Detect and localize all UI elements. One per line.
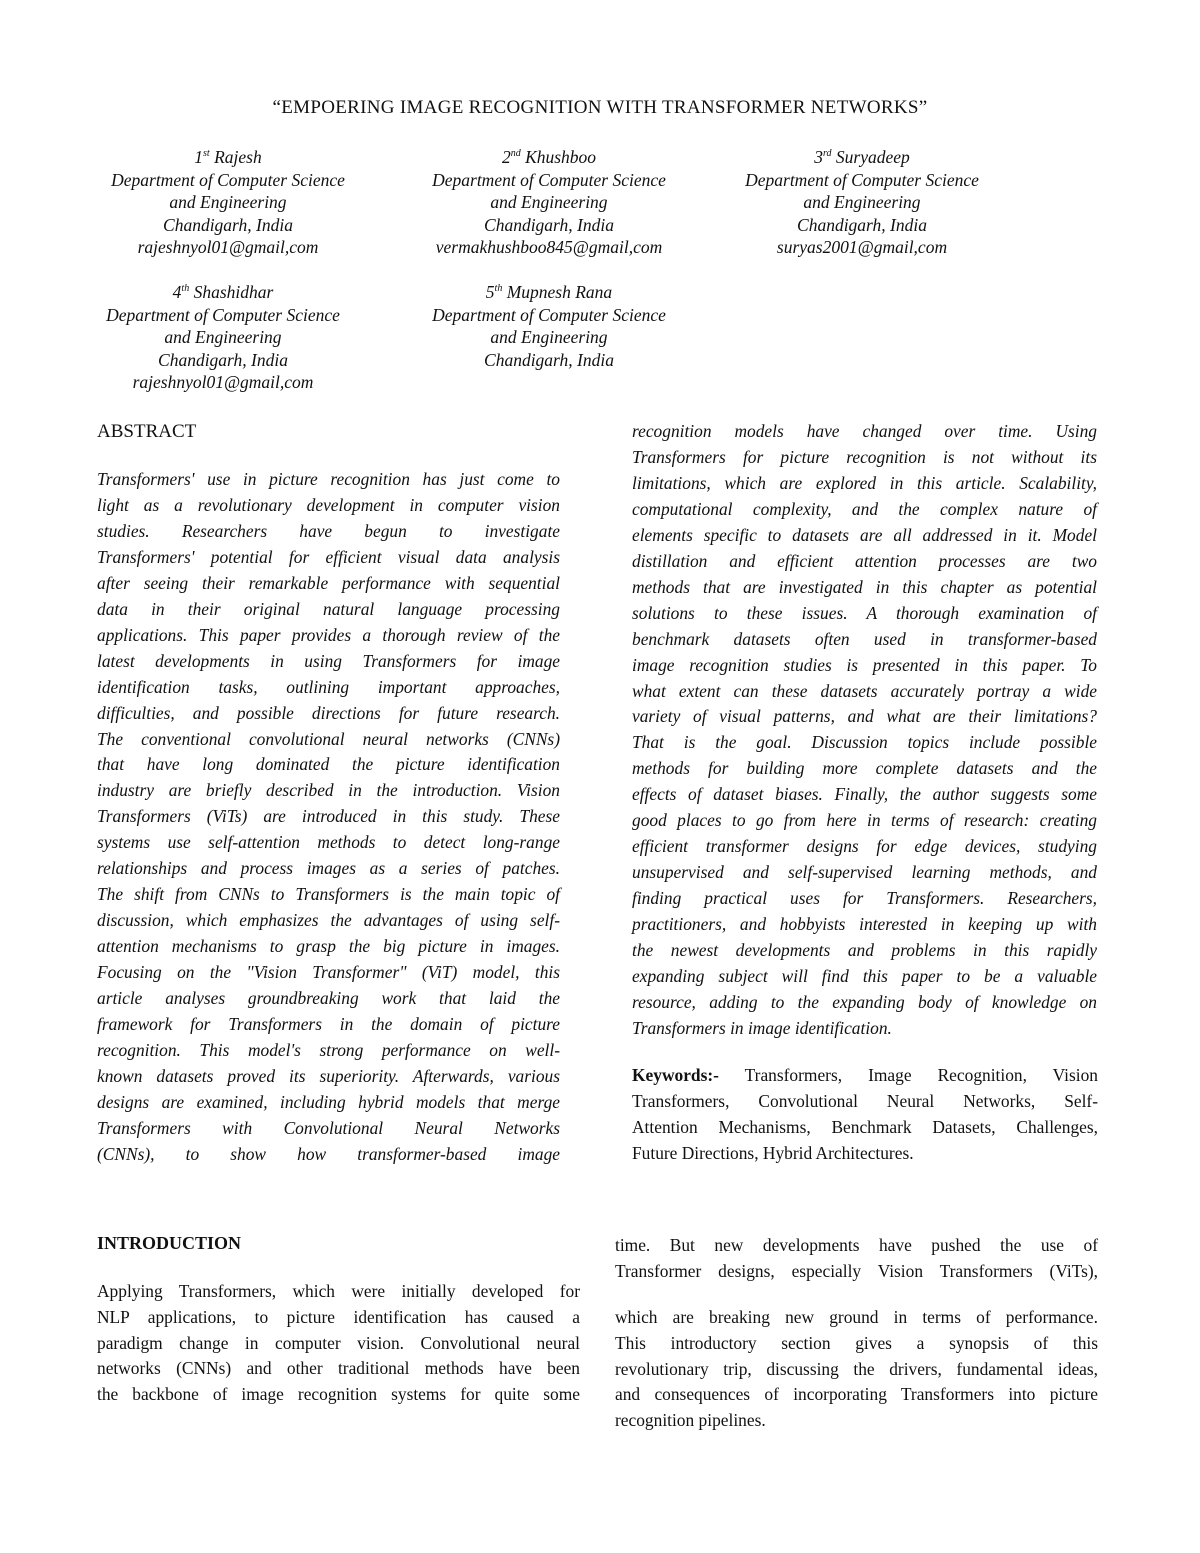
author-location-5: Chandigarh, India [484,349,614,370]
abstract-line: applications. This paper provides a thorough review of the [97,624,560,645]
abstract-line: expanding subject will find this paper to be a valuable [632,966,1097,987]
abstract-line: after seeing their remarkable performance with sequential [97,572,560,593]
abstract-line: studies. Researchers have begun to investigate [97,520,560,541]
abstract-line: recognition models have changed over time. Using [632,421,1097,441]
abstract-line: efficient transformer designs for edge devices, studying [632,836,1097,857]
abstract-line: solutions to these issues. A thorough examination of [632,602,1097,623]
introduction-paragraph-right-2 [615,1305,1098,1434]
abstract-line: attention mechanisms to grasp the big picture in images. [97,936,560,957]
introduction-heading: INTRODUCTION [97,1233,242,1253]
abstract-line: unsupervised and self-supervised learning methods, and [632,862,1097,883]
author-name-5: 5th Mupnesh Rana [485,282,613,302]
author-location-3: Chandigarh, India [797,214,927,235]
intro-line: time. But new developments have pushed the use of [615,1235,1098,1255]
author-dept2-4: and Engineering [164,327,282,348]
abstract-line: finding practical uses for Transformers. Researchers, [632,888,1097,909]
abstract-line: article analyses groundbreaking work that laid the [97,988,560,1009]
abstract-line: Transformers' potential for efficient visual data analysis [97,546,560,567]
abstract-line: identification tasks, outlining important approaches, [97,676,560,697]
author-email-2: vermakhushboo845@gmail,com [435,237,663,258]
abstract-line: computational complexity, and the complex nature of [632,498,1097,519]
abstract-line: That is the goal. Discussion topics include possible [632,732,1097,753]
abstract-line: designs are examined, including hybrid models that merge [97,1091,560,1112]
keywords-line: Future Directions, Hybrid Architectures. [632,1142,914,1163]
abstract-line: known datasets proved its superiority. Afterwards, various [97,1065,560,1086]
intro-line: which are breaking new ground in terms of performance. [615,1307,1098,1327]
abstract-line: discussion, which emphasizes the advantages of using self- [97,910,560,931]
author-dept2-3: and Engineering [803,192,921,213]
abstract-paragraph-left [97,467,560,1168]
abstract-line: data in their original natural language processing [97,598,560,619]
intro-line: This introductory section gives a synopsis of this [615,1332,1098,1353]
abstract-line: Transformers with Convolutional Neural Networks [97,1117,560,1138]
keywords-line: Keywords:- Transformers, Image Recognition, Vision [632,1065,1098,1085]
intro-line: NLP applications, to picture identification has caused a [97,1306,580,1327]
author-dept-2: Department of Computer Science [432,169,666,190]
author-location-2: Chandigarh, India [484,214,614,235]
author-block-2 [399,146,699,259]
abstract-line: Transformers (ViTs) are introduced in this study. These [97,806,560,827]
abstract-line: Transformers for picture recognition is not without its [632,446,1097,467]
abstract-line: effects of dataset biases. Finally, the author suggests some [632,784,1097,805]
abstract-line: The shift from CNNs to Transformers is the main topic of [97,884,560,905]
intro-line: Transformer designs, especially Vision Transformers (ViTs), [615,1260,1098,1281]
abstract-line: variety of visual patterns, and what are their limitations? [632,706,1097,727]
author-block-1 [78,146,378,259]
author-dept2-2: and Engineering [490,192,608,213]
author-name-3: 3rd Suryadeep [814,147,910,167]
intro-line: paradigm change in computer vision. Convolutional neural [97,1332,580,1353]
abstract-right-column [632,419,1097,1042]
author-name-1: 1st Rajesh [194,147,262,167]
abstract-line: Transformers' use in picture recognition has just come to [97,469,560,489]
author-block-3 [712,146,1012,259]
abstract-line: image recognition studies is presented in this paper. To [632,654,1097,675]
intro-line: and consequences of incorporating Transformers into picture [615,1384,1098,1405]
abstract-line: resource, adding to the expanding body of knowledge on [632,991,1097,1012]
author-dept2-1: and Engineering [169,192,287,213]
introduction-paragraph-right-1 [615,1233,1098,1285]
author-block-5 [399,281,699,371]
abstract-line: what extent can these datasets accurately portray a wide [632,680,1097,701]
abstract-line: benchmark datasets often used in transformer-based [632,628,1097,649]
abstract-line: the newest developments and problems in this rapidly [632,940,1097,961]
abstract-line: Transformers in image identification. [632,1017,892,1038]
author-dept-4: Department of Computer Science [106,304,340,325]
intro-line: the backbone of image recognition systems for quite some [97,1384,580,1405]
author-location-1: Chandigarh, India [163,214,293,235]
abstract-line: light as a revolutionary development in computer vision [97,494,560,515]
abstract-line: recognition. This model's strong performance on well- [97,1039,560,1060]
abstract-line: methods for building more complete datasets and the [632,758,1097,779]
author-dept2-5: and Engineering [490,327,608,348]
abstract-line: framework for Transformers in the domain of picture [97,1014,560,1035]
intro-line: recognition pipelines. [615,1410,766,1431]
keywords-label: Keywords:- [632,1065,719,1085]
abstract-line: that have long dominated the picture identification [97,754,560,775]
keywords-line: Attention Mechanisms, Benchmark Datasets, Challenges, [632,1116,1098,1137]
author-dept-1: Department of Computer Science [111,169,345,190]
author-name-2: 2nd Khushboo [501,147,597,167]
abstract-line: systems use self-attention methods to detect long-range [97,832,560,853]
abstract-line: limitations, which are explored in this article. Scalability, [632,472,1097,493]
intro-line: revolutionary trip, discussing the drivers, fundamental ideas, [615,1358,1098,1379]
abstract-paragraph-right [632,419,1097,1042]
author-email-4: rajeshnyol01@gmail,com [132,372,314,393]
author-dept-3: Department of Computer Science [745,169,979,190]
abstract-line: distillation and efficient attention processes are two [632,550,1097,571]
introduction-paragraph-left [97,1279,580,1408]
author-dept-5: Department of Computer Science [432,304,666,325]
abstract-line: good places to go from here in terms of research: creating [632,810,1097,831]
abstract-line: Focusing on the "Vision Transformer" (ViT) model, this [97,962,560,983]
author-location-4: Chandigarh, India [158,349,288,370]
abstract-line: The conventional convolutional neural networks (CNNs) [97,728,560,749]
author-block-4 [73,281,373,394]
intro-line: Applying Transformers, which were initially developed for [97,1281,580,1301]
abstract-left-column [97,467,560,1168]
author-name-4: 4th Shashidhar [172,282,274,302]
abstract-line: industry are briefly described in the introduction. Vision [97,780,560,801]
keywords-paragraph [632,1063,1098,1167]
abstract-line: latest developments in using Transformers for image [97,650,560,671]
author-email-1: rajeshnyol01@gmail,com [137,237,319,258]
abstract-line: elements specific to datasets are all addressed in it. Model [632,524,1097,545]
abstract-line: practitioners, and hobbyists interested in keeping up with [632,914,1097,935]
abstract-heading: ABSTRACT [97,421,197,442]
abstract-line: (CNNs), to show how transformer-based image [97,1143,560,1164]
paper-title: “EMPOERING IMAGE RECOGNITION WITH TRANSFORMER NETWORKS” [272,97,928,118]
intro-line: networks (CNNs) and other traditional methods have been [97,1358,580,1379]
abstract-line: relationships and process images as a series of patches. [97,858,560,879]
keywords-line: Transformers, Convolutional Neural Networks, Self- [632,1090,1098,1111]
author-email-3: suryas2001@gmail,com [776,237,948,258]
abstract-line: methods that are investigated in this chapter as potential [632,576,1097,597]
abstract-line: difficulties, and possible directions for future research. [97,702,560,723]
